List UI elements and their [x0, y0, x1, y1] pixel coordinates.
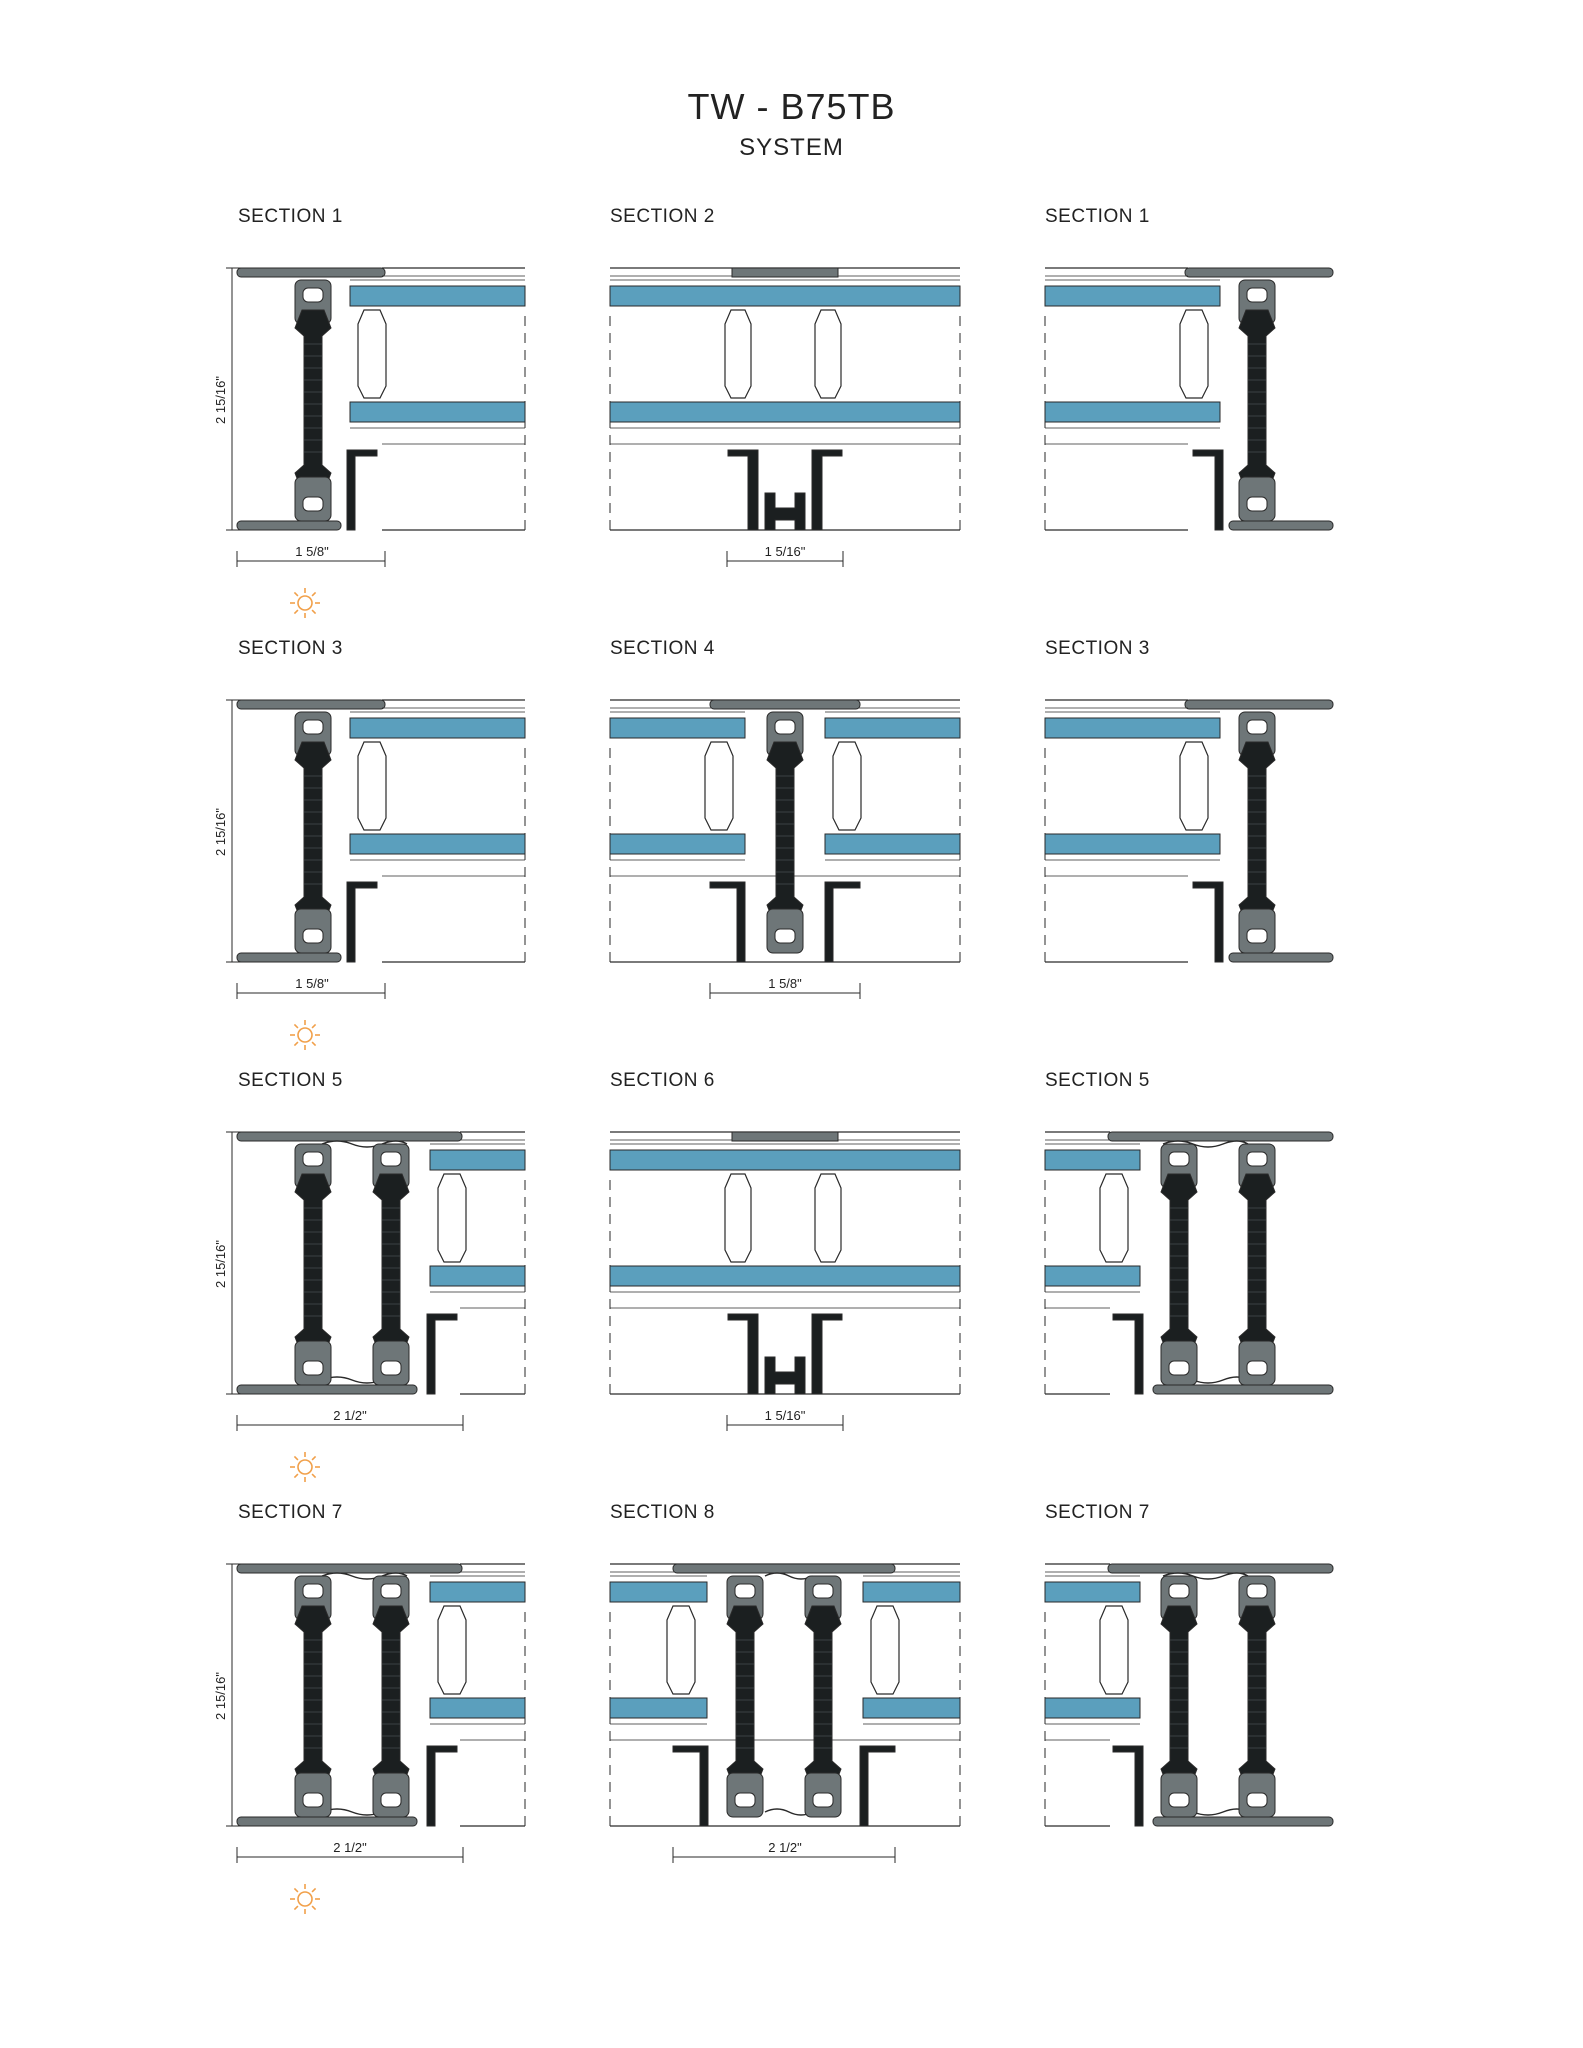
glass-pane-outer — [610, 1150, 960, 1170]
section-label: SECTION 2 — [610, 206, 715, 227]
section-label: SECTION 1 — [238, 206, 343, 227]
sun-ray — [312, 1888, 316, 1892]
page-subtitle: SYSTEM — [739, 134, 844, 161]
frame-flange-top — [237, 700, 385, 709]
sash-profile — [427, 1746, 457, 1826]
thermal-break — [805, 1576, 841, 1817]
glass-pane-inner — [863, 1698, 960, 1718]
glass-unit — [350, 280, 525, 428]
thermal-break — [727, 1576, 763, 1817]
gasket-hole — [813, 1793, 833, 1807]
thermal-break — [295, 1144, 331, 1385]
sash-profile — [427, 1314, 457, 1394]
glass-pane-outer — [1045, 286, 1220, 306]
glass-pane-outer — [1045, 1150, 1140, 1170]
sun-ray — [312, 1024, 316, 1028]
glass-pane-outer — [1045, 718, 1220, 738]
spacer-bar — [725, 310, 751, 398]
glass-pane-outer — [825, 718, 960, 738]
glass-unit — [430, 1576, 525, 1724]
mullion-profile — [728, 1314, 758, 1394]
width-dimension-label: 1 5/16" — [764, 544, 806, 559]
sun-ray — [312, 1042, 316, 1046]
spacer-bar — [1100, 1174, 1128, 1262]
polyamide-strip — [1161, 1174, 1197, 1355]
glass-pane-inner — [350, 834, 525, 854]
sun-core — [298, 1460, 312, 1474]
frame-flange-bottom — [1229, 953, 1333, 962]
gasket-hole — [381, 1793, 401, 1807]
mullion-cap — [673, 1564, 895, 1573]
section-label: SECTION 7 — [238, 1502, 343, 1523]
glass-pane-inner — [610, 402, 960, 422]
sun-ray — [294, 1024, 298, 1028]
gasket-hole — [1247, 1152, 1267, 1166]
gasket-hole — [303, 1584, 323, 1598]
spacer-bar — [815, 1174, 841, 1262]
section-6-drawing — [610, 1132, 960, 1431]
spacer-bar — [1180, 310, 1208, 398]
glass-unit — [610, 712, 745, 860]
width-dimension-label: 1 5/8" — [295, 544, 329, 559]
thermal-break — [1239, 712, 1275, 953]
width-dimension-label: 1 5/8" — [295, 976, 329, 991]
section-label: SECTION 3 — [1045, 638, 1150, 659]
glass-pane-outer — [863, 1582, 960, 1602]
thermal-break — [1239, 1576, 1275, 1817]
glass-pane-inner — [1045, 402, 1220, 422]
sun-ray — [312, 1474, 316, 1478]
glass-pane-outer — [610, 718, 745, 738]
mullion-profile — [673, 1746, 708, 1826]
mullion-profile — [860, 1746, 895, 1826]
glass-pane-inner — [1045, 1266, 1140, 1286]
sun-ray — [312, 592, 316, 596]
section-label: SECTION 4 — [610, 638, 715, 659]
section-3-drawing — [226, 700, 525, 1050]
section-3-mirror-drawing — [1045, 700, 1333, 962]
sun-ray — [294, 1888, 298, 1892]
gasket-hole — [1247, 929, 1267, 943]
glass-pane-outer — [350, 718, 525, 738]
spacer-bar — [438, 1174, 466, 1262]
sun-ray — [294, 610, 298, 614]
sun-ray — [294, 592, 298, 596]
page-title: TW - B75TB — [687, 86, 896, 127]
glass-unit — [610, 1576, 707, 1724]
spacer-bar — [358, 742, 386, 830]
spacer-bar — [871, 1606, 899, 1694]
polyamide-strip — [295, 742, 331, 923]
gasket-hole — [813, 1584, 833, 1598]
sun-ray — [312, 1456, 316, 1460]
height-dimension-label: 2 15/16" — [213, 808, 228, 856]
mullion-profile — [812, 1314, 842, 1394]
polyamide-strip — [1239, 310, 1275, 491]
polyamide-strip — [1239, 1174, 1275, 1355]
glass-unit — [1045, 280, 1220, 428]
frame-flange-top — [1108, 1132, 1333, 1141]
sun-icon — [290, 1020, 320, 1050]
polyamide-strip — [805, 1606, 841, 1787]
mullion-profile — [728, 450, 758, 530]
frame-flange-bottom — [237, 953, 341, 962]
sash-profile — [1113, 1314, 1143, 1394]
spacer-bar — [833, 742, 861, 830]
section-label: SECTION 1 — [1045, 206, 1150, 227]
spacer-bar — [667, 1606, 695, 1694]
glass-unit — [610, 1144, 960, 1292]
gasket-hole — [303, 288, 323, 302]
thermal-break — [373, 1576, 409, 1817]
thermal-break — [295, 712, 331, 953]
thermal-break — [295, 1576, 331, 1817]
frame-flange-top — [1185, 268, 1333, 277]
glass-unit — [350, 712, 525, 860]
gasket-hole — [303, 1361, 323, 1375]
glass-unit — [825, 712, 960, 860]
sun-icon — [290, 1884, 320, 1914]
gasket-hole — [735, 1793, 755, 1807]
sun-ray — [294, 1906, 298, 1910]
glass-pane-outer — [430, 1582, 525, 1602]
spacer-bar — [815, 310, 841, 398]
glass-pane-inner — [1045, 834, 1220, 854]
gasket-hole — [303, 720, 323, 734]
polyamide-strip — [373, 1174, 409, 1355]
section-7-drawing — [226, 1564, 525, 1914]
mullion-profile — [812, 450, 842, 530]
thermal-break — [1239, 1144, 1275, 1385]
polyamide-strip — [295, 310, 331, 491]
glass-pane-inner — [430, 1266, 525, 1286]
gasket-hole — [1247, 720, 1267, 734]
sun-core — [298, 1892, 312, 1906]
glass-unit — [430, 1144, 525, 1292]
gasket-hole — [303, 1793, 323, 1807]
polyamide-strip — [373, 1606, 409, 1787]
mullion-cap — [732, 268, 838, 277]
frame-flange-bottom — [237, 521, 341, 530]
height-dimension-label: 2 15/16" — [213, 1240, 228, 1288]
section-label: SECTION 8 — [610, 1502, 715, 1523]
sun-icon — [290, 1452, 320, 1482]
sun-ray — [294, 1042, 298, 1046]
frame-flange-bottom — [237, 1817, 417, 1826]
thermal-break — [295, 280, 331, 521]
gasket-hole — [775, 929, 795, 943]
section-4-drawing — [610, 700, 960, 999]
sun-ray — [294, 1474, 298, 1478]
thermal-break — [373, 1144, 409, 1385]
spacer-bar — [725, 1174, 751, 1262]
glass-unit — [1045, 712, 1220, 860]
glass-unit — [1045, 1144, 1140, 1292]
gasket-hole — [735, 1584, 755, 1598]
gasket-hole — [1169, 1152, 1189, 1166]
sash-profile — [1113, 1746, 1143, 1826]
thermal-break — [1239, 280, 1275, 521]
spacer-bar — [705, 742, 733, 830]
glass-pane-inner — [610, 834, 745, 854]
mullion-profile — [765, 493, 805, 530]
section-7-mirror-drawing — [1045, 1564, 1333, 1826]
sash-profile — [1193, 450, 1223, 530]
gasket-hole — [303, 1152, 323, 1166]
polyamide-strip — [727, 1606, 763, 1787]
width-dimension-label: 2 1/2" — [333, 1840, 367, 1855]
height-dimension-label: 2 15/16" — [213, 1672, 228, 1720]
polyamide-strip — [295, 1174, 331, 1355]
frame-flange-top — [237, 1564, 462, 1573]
glass-pane-inner — [430, 1698, 525, 1718]
sun-core — [298, 596, 312, 610]
frame-flange-top — [237, 1132, 462, 1141]
section-label: SECTION 3 — [238, 638, 343, 659]
frame-flange-top — [1185, 700, 1333, 709]
frame-flange-bottom — [237, 1385, 417, 1394]
gasket-hole — [381, 1584, 401, 1598]
gasket-hole — [303, 497, 323, 511]
sun-core — [298, 1028, 312, 1042]
glass-pane-inner — [610, 1698, 707, 1718]
spacer-bar — [1180, 742, 1208, 830]
section-5-mirror-drawing — [1045, 1132, 1333, 1394]
section-1-drawing — [226, 268, 525, 618]
glass-unit — [863, 1576, 960, 1724]
polyamide-strip — [1161, 1606, 1197, 1787]
gasket-hole — [381, 1152, 401, 1166]
sash-profile — [1193, 882, 1223, 962]
width-dimension-label: 2 1/2" — [768, 1840, 802, 1855]
glass-pane-outer — [610, 286, 960, 306]
glass-pane-outer — [430, 1150, 525, 1170]
section-label: SECTION 7 — [1045, 1502, 1150, 1523]
polyamide-strip — [767, 742, 803, 923]
frame-flange-top — [237, 268, 385, 277]
frame-flange-bottom — [1229, 521, 1333, 530]
glass-unit — [1045, 1576, 1140, 1724]
width-dimension-label: 1 5/8" — [768, 976, 802, 991]
thermal-break — [767, 712, 803, 953]
frame-flange-top — [1108, 1564, 1333, 1573]
glass-pane-inner — [825, 834, 960, 854]
gasket-hole — [381, 1361, 401, 1375]
spacer-bar — [1100, 1606, 1128, 1694]
sun-ray — [312, 610, 316, 614]
gasket-hole — [1169, 1361, 1189, 1375]
polyamide-strip — [1239, 1606, 1275, 1787]
sun-ray — [312, 1906, 316, 1910]
section-5-drawing — [226, 1132, 525, 1482]
sun-ray — [294, 1456, 298, 1460]
glass-unit — [610, 280, 960, 428]
width-dimension-label: 1 5/16" — [764, 1408, 806, 1423]
gasket-hole — [775, 720, 795, 734]
gasket-hole — [1247, 1793, 1267, 1807]
frame-flange-bottom — [1153, 1817, 1333, 1826]
gasket-hole — [303, 929, 323, 943]
mullion-cap — [732, 1132, 838, 1141]
thermal-break — [1161, 1576, 1197, 1817]
gasket-hole — [1247, 497, 1267, 511]
glass-pane-inner — [610, 1266, 960, 1286]
glass-pane-inner — [350, 402, 525, 422]
sash-profile — [347, 450, 377, 530]
spacer-bar — [438, 1606, 466, 1694]
gasket-hole — [1247, 1361, 1267, 1375]
mullion-profile — [710, 882, 745, 962]
section-label: SECTION 6 — [610, 1070, 715, 1091]
mullion-profile — [765, 1357, 805, 1394]
gasket-hole — [1169, 1584, 1189, 1598]
section-1-mirror-drawing — [1045, 268, 1333, 530]
section-label: SECTION 5 — [1045, 1070, 1150, 1091]
thermal-break — [1161, 1144, 1197, 1385]
glass-pane-outer — [350, 286, 525, 306]
mullion-profile — [825, 882, 860, 962]
glass-pane-outer — [1045, 1582, 1140, 1602]
gasket-hole — [1247, 1584, 1267, 1598]
height-dimension-label: 2 15/16" — [213, 376, 228, 424]
gasket-hole — [1169, 1793, 1189, 1807]
section-label: SECTION 5 — [238, 1070, 343, 1091]
polyamide-strip — [295, 1606, 331, 1787]
glass-pane-outer — [610, 1582, 707, 1602]
gasket-hole — [1247, 288, 1267, 302]
spacer-bar — [358, 310, 386, 398]
section-2-drawing — [610, 268, 960, 567]
frame-flange-bottom — [1153, 1385, 1333, 1394]
polyamide-strip — [1239, 742, 1275, 923]
glass-pane-inner — [1045, 1698, 1140, 1718]
sun-icon — [290, 588, 320, 618]
sash-profile — [347, 882, 377, 962]
section-8-drawing — [610, 1564, 960, 1863]
width-dimension-label: 2 1/2" — [333, 1408, 367, 1423]
mullion-cap — [710, 700, 860, 709]
